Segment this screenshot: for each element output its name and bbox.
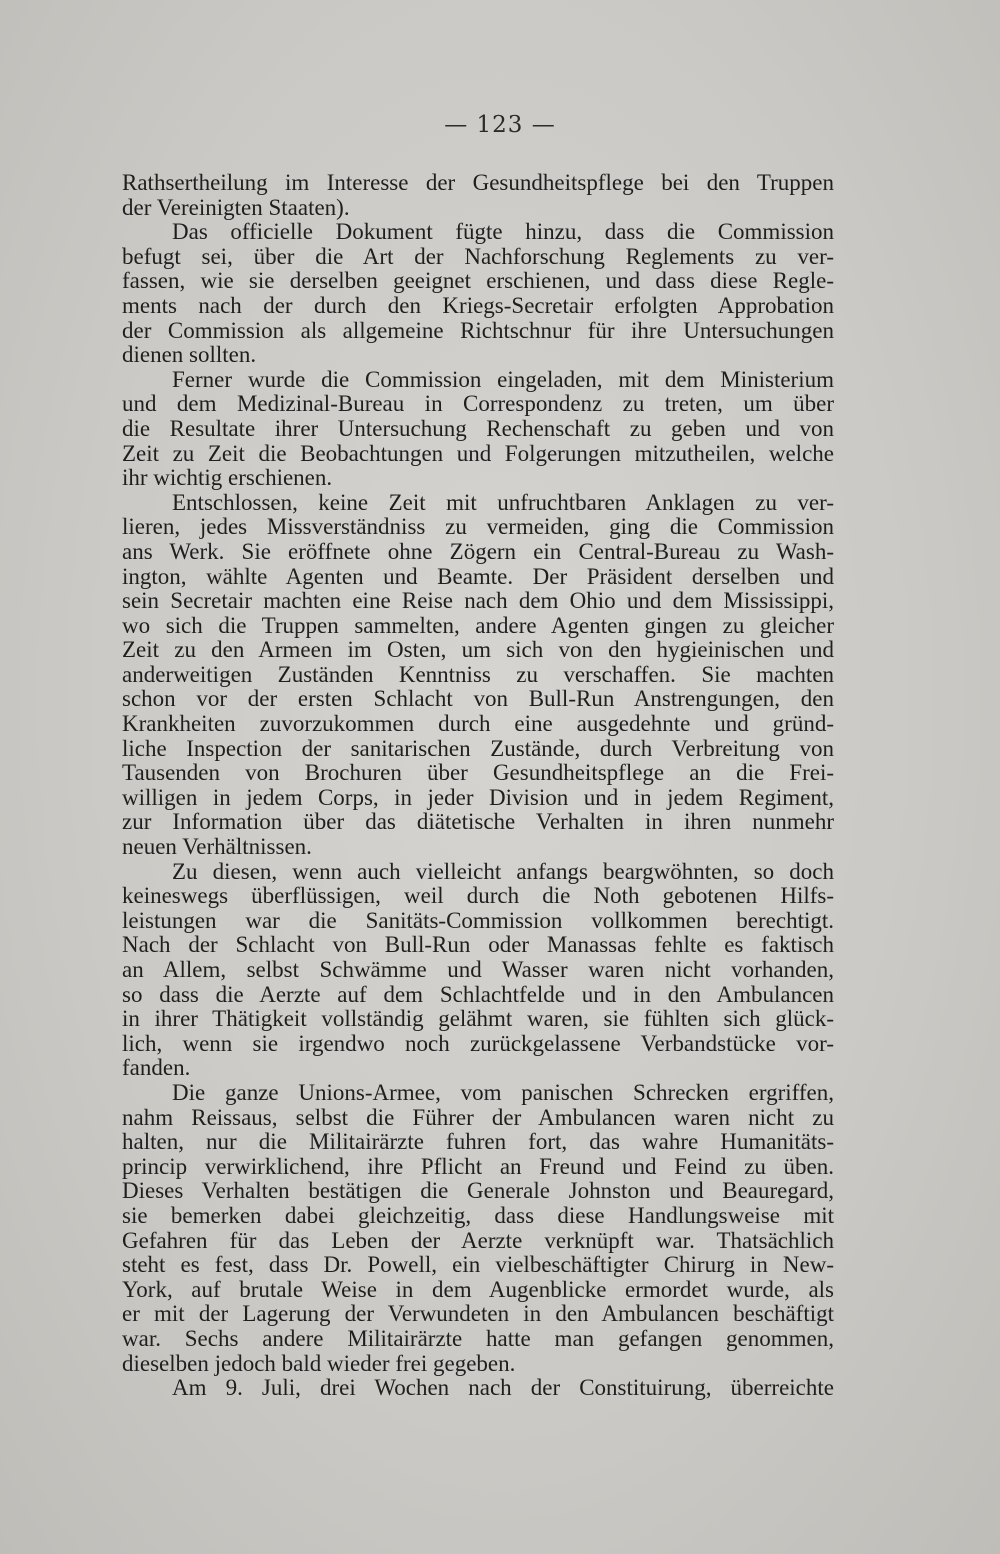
- text-line: die Resultate ihrer Untersuchung Rechenschaft zu geben und von: [122, 415, 834, 441]
- text-line: Das officielle Dokument fügte hinzu, dass die Commission: [172, 219, 834, 245]
- text-line: Dieses Verhalten bestätigen die Generale Johnston und Beauregard,: [122, 1178, 834, 1204]
- text-line: und dem Medizinal-Bureau in Correspondenz zu treten, um über: [122, 391, 834, 417]
- text-line: in ihrer Thätigkeit vollständig gelähmt waren, sie fühlten sich glück-: [122, 1006, 834, 1032]
- text-line: keineswegs überflüssigen, weil durch die Noth gebotenen Hilfs-: [122, 883, 834, 909]
- text-line: fassen, wie sie derselben geeignet erschienen, und dass diese Regle-: [122, 268, 834, 294]
- text-line: steht es fest, dass Dr. Powell, ein vielbeschäftigter Chirurg in New-: [122, 1252, 834, 1278]
- text-line: ihr wichtig erschienen.: [122, 465, 333, 491]
- text-line: Zu diesen, wenn auch vielleicht anfangs beargwöhnten, so doch: [172, 858, 834, 884]
- text-line: an Allem, selbst Schwämme und Wasser waren nicht vorhanden,: [122, 957, 834, 982]
- text-line: lich, wenn sie irgendwo noch zurückgelassene Verbandstücke vor-: [122, 1030, 834, 1056]
- text-line: Krankheiten zuvorzukommen durch eine ausgedehnte und gründ-: [122, 711, 834, 737]
- text-line: schon vor der ersten Schlacht von Bull-Run Anstrengungen, den: [122, 686, 834, 712]
- text-line: zur Information über das diätetische Verhalten in ihren nunmehr: [122, 809, 834, 835]
- text-line: Gefahren für das Leben der Aerzte verknüpft war. Thatsächlich: [122, 1227, 834, 1253]
- text-line: halten, nur die Militairärzte fuhren fort, das wahre Humanitäts-: [122, 1129, 834, 1155]
- text-line: anderweitigen Zuständen Kenntniss zu verschaffen. Sie machten: [122, 661, 834, 687]
- text-line: willigen in jedem Corps, in jeder Division und in jedem Regiment,: [122, 784, 834, 810]
- text-line: ments nach der durch den Kriegs-Secretair erfolgten Approbation: [122, 292, 834, 318]
- text-line: sie bemerken dabei gleichzeitig, dass diese Handlungsweise mit: [122, 1202, 834, 1228]
- text-line: Ferner wurde die Commission eingeladen, mit dem Ministerium: [172, 366, 834, 392]
- text-line: so dass die Aerzte auf dem Schlachtfelde und in den Ambulancen: [122, 981, 834, 1007]
- text-line: Nach der Schlacht von Bull-Run oder Manassas fehlte es faktisch: [122, 932, 834, 958]
- text-line: Entschlossen, keine Zeit mit unfruchtbaren Anklagen zu ver-: [172, 489, 834, 515]
- body-text: [122, 171, 834, 1401]
- text-line: dienen sollten.: [122, 342, 257, 368]
- text-line: Die ganze Unions-Armee, vom panischen Schrecken ergriffen,: [172, 1079, 834, 1105]
- text-line: Tausenden von Brochuren über Gesundheitspflege an die Frei-: [122, 760, 834, 786]
- text-line: er mit der Lagerung der Verwundeten in den Ambulancen beschäftigt: [122, 1301, 834, 1327]
- text-line: wo sich die Truppen sammelten, andere Agenten gingen zu gleicher: [122, 612, 834, 638]
- text-line: princip verwirklichend, ihre Pflicht an Freund und Feind zu üben.: [122, 1153, 834, 1179]
- text-line: neuen Verhältnissen.: [122, 834, 312, 860]
- text-line: der Commission als allgemeine Richtschnur für ihre Untersuchungen: [122, 317, 834, 343]
- text-line: York, auf brutale Weise in dem Augenblicke ermordet wurde, als: [122, 1276, 834, 1302]
- page-number: — 123 —: [444, 112, 556, 138]
- text-line: liche Inspection der sanitarischen Zustände, durch Verbreitung von: [122, 735, 834, 761]
- text-line: ington, wählte Agenten und Beamte. Der Präsident derselben und: [122, 563, 834, 589]
- text-line: fanden.: [122, 1055, 191, 1081]
- text-line: nahm Reissaus, selbst die Führer der Ambulancen waren nicht zu: [122, 1104, 834, 1130]
- text-line: ans Werk. Sie eröffnete ohne Zögern ein Central-Bureau zu Wash-: [122, 538, 834, 564]
- text-line: Am 9. Juli, drei Wochen nach der Constituirung, überreichte: [172, 1375, 834, 1401]
- text-line: der Vereinigten Staaten).: [122, 194, 350, 220]
- text-line: war. Sechs andere Militairärzte hatte man gefangen genommen,: [122, 1325, 834, 1351]
- text-line: Rathsertheilung im Interesse der Gesundheitspflege bei den Truppen: [122, 170, 834, 195]
- text-line: lieren, jedes Missverständniss zu vermeiden, ging die Commission: [122, 514, 834, 540]
- text-line: Zeit zu Zeit die Beobachtungen und Folgerungen mitzutheilen, welche: [122, 440, 834, 466]
- text-line: leistungen war die Sanitäts-Commission vollkommen berechtigt.: [122, 907, 834, 933]
- text-line: dieselben jedoch bald wieder frei gegeben.: [122, 1350, 516, 1376]
- text-line: Zeit zu den Armeen im Osten, um sich von den hygieinischen und: [122, 637, 834, 663]
- text-line: befugt sei, über die Art der Nachforschung Reglements zu ver-: [122, 243, 834, 269]
- text-line: sein Secretair machten eine Reise nach dem Ohio und dem Mississippi,: [122, 588, 834, 614]
